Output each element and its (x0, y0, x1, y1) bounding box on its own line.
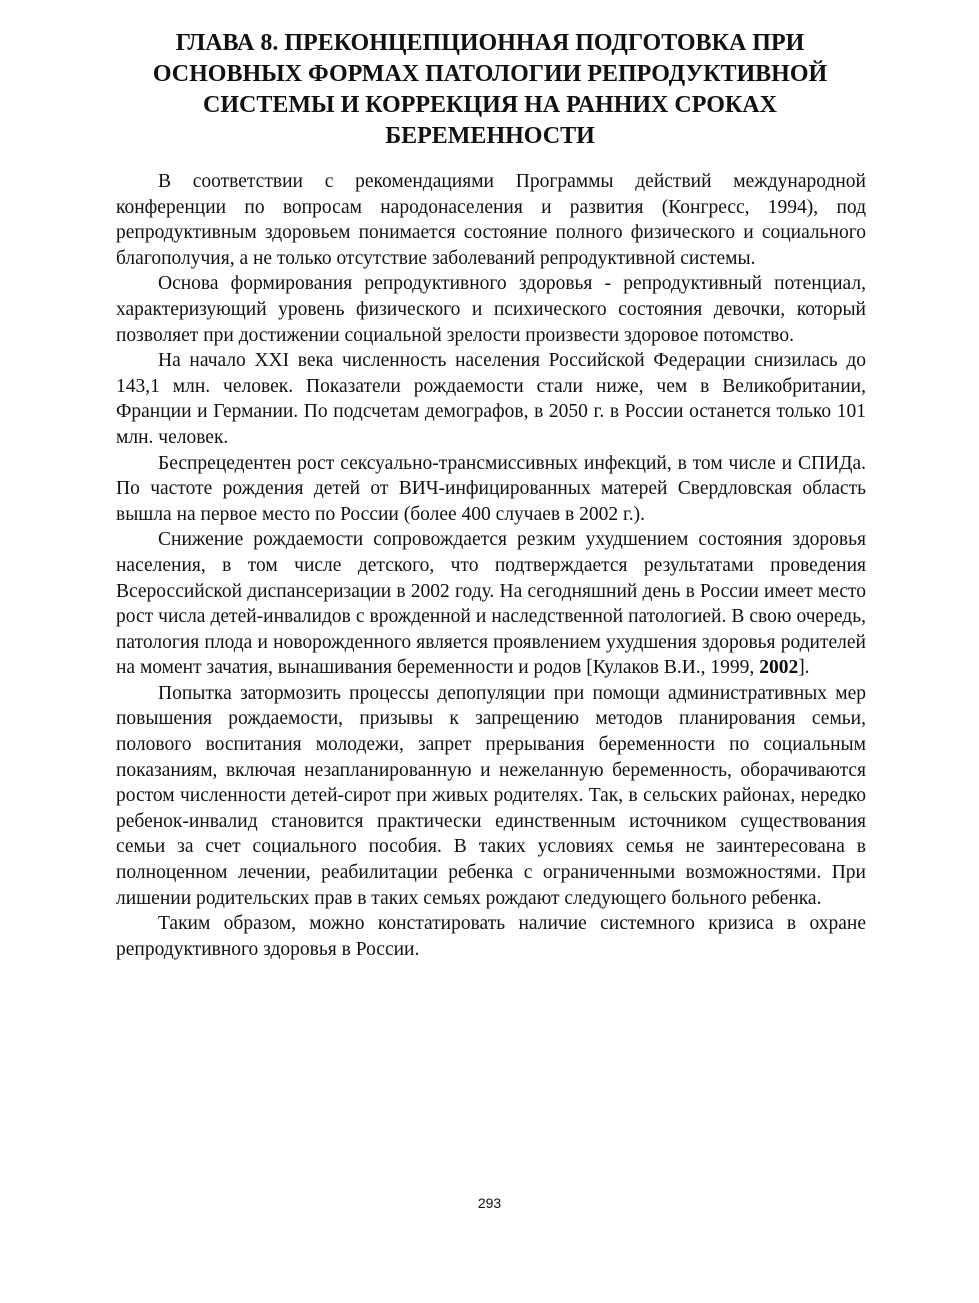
paragraph-5-text: Снижение рождаемости сопровождается резким ухудшением состояния здоровья населения, в том числе детского, что подтверждается результатами проведения Всероссийской диспансеризации в 2002 году. На сегодняшний день в России имеет место рост числа детей-инвалидов с врожденной и наследственной патологией. В свою очередь, патология плода и новорожденного является проявлением ухудшения здоровья родителей на момент зачатия, вынашивания беременности и родов [Кулаков В.И., 1999, (116, 529, 866, 679)
paragraph-2: Основа формирования репродуктивного здоровья - репродуктивный потенциал, характеризующий уровень физического и психического состояния девочки, который позволяет при достижении социальной зрелости произвести здоровое потомство. (116, 273, 866, 346)
paragraph-5-tail: ]. (798, 657, 810, 679)
chapter-title: ГЛАВА 8. ПРЕКОНЦЕПЦИОННАЯ ПОДГОТОВКА ПРИ ОСНОВНЫХ ФОРМАХ ПАТОЛОГИИ РЕПРОДУКТИВНОЙ СИСТЕМЫ И КОРРЕКЦИЯ НА РАННИХ СРОКАХ БЕРЕМЕННОСТИ (152, 30, 828, 149)
paragraph-4: Беспрецедентен рост сексуально-трансмиссивных инфекций, в том числе и СПИДа. По частоте рождения детей от ВИЧ-инфицированных матерей Свердловская область вышла на первое место по России (более 400 случаев в 2002 г.). (116, 452, 866, 525)
page-number: 293 (477, 1195, 502, 1211)
paragraph-5 (116, 527, 866, 681)
paragraph-7: Таким образом, можно констатировать наличие системного кризиса в охране репродуктивного здоровья в России. (116, 913, 866, 960)
paragraph-6: Попытка затормозить процессы депопуляции при помощи административных мер повышения рождаемости, призывы к запрещению методов планирования семьи, полового воспитания молодежи, запрет прерывания беременности по социальным показаниям, включая незапланированную и нежеланную беременность, оборачиваются ростом численности детей-сирот при живых родителях. Так, в сельских районах, нередко ребенок-инвалид становится практически единственным источником существования семьи за счет социального пособия. В таких условиях семья не заинтересована в полноценном лечении, реабилитации ребенка с ограниченными возможностями. При лишении родительских прав в таких семьях рождают следующего больного ребенка. (116, 682, 866, 909)
citation-year-bold: 2002 (759, 657, 799, 679)
paragraph-1: В соответствии с рекомендациями Программы действий международной конференции по вопросам народонаселения и развития (Конгресс, 1994), под репродуктивным здоровьем понимается состояние полного физического и социального благополучия, а не только отсутствие заболеваний репродуктивной системы. (116, 171, 866, 269)
document-body (116, 169, 866, 962)
paragraph-3: На начало XXI века численность населения Российской Федерации снизилась до 143,1 млн. человек. Показатели рождаемости стали ниже, чем в Великобритании, Франции и Германии. По подсчетам демографов, в 2050 г. в России останется только 101 млн. человек. (116, 350, 866, 448)
